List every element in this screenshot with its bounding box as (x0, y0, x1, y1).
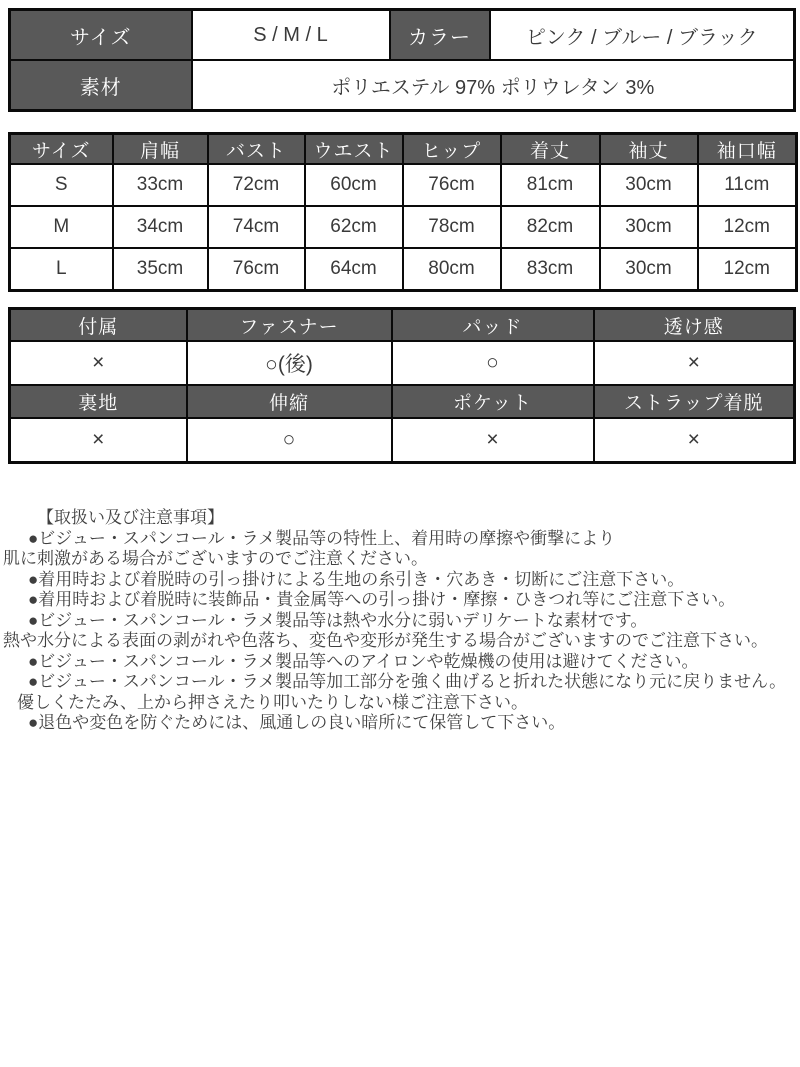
features-header-row-2 (10, 385, 795, 418)
feature-header-lining: 裏地 (10, 385, 187, 418)
feature-header-pocket: ポケット (392, 385, 594, 418)
feature-value-pad: ○ (392, 341, 594, 385)
table-cell: 30cm (600, 248, 698, 291)
note-line: ●ビジュー・スパンコール・ラメ製品等の特性上、着用時の摩擦や衝撃により (28, 528, 616, 548)
features-table (8, 307, 796, 464)
feature-value-fastener: ○(後) (187, 341, 392, 385)
table-row-m (10, 206, 797, 248)
table-cell: 12cm (698, 248, 797, 291)
col-header-shoulder: 肩幅 (113, 134, 208, 165)
note-line: 優しくたたみ、上から押さえたり叩いたりしない様ご注意下さい。 (17, 692, 529, 712)
note-line: ●着用時および着脱時に装飾品・貴金属等への引っ掛け・摩擦・ひきつれ等にご注意下さい。 (28, 590, 736, 609)
table-cell: 64cm (305, 248, 403, 291)
col-header-bust: バスト (208, 134, 305, 165)
table-cell: 62cm (305, 206, 403, 248)
note-line: 肌に刺激がある場合がございますのでご注意ください。 (3, 549, 428, 568)
size-label: サイズ (10, 10, 192, 61)
table-cell: 82cm (501, 206, 600, 248)
table-cell: 72cm (208, 164, 305, 206)
col-header-length: 着丈 (501, 134, 600, 165)
product-spec-sheet (0, 8, 800, 1067)
table-cell: 34cm (113, 206, 208, 248)
spec-row-material (10, 60, 795, 111)
features-value-row-1 (10, 341, 795, 385)
feature-header-strap: ストラップ着脱 (594, 385, 795, 418)
table-cell: 11cm (698, 164, 797, 206)
feature-value-lining: × (10, 418, 187, 463)
color-label: カラー (390, 10, 490, 61)
feature-header-fastener: ファスナー (187, 309, 392, 342)
table-cell: 60cm (305, 164, 403, 206)
feature-value-strap: × (594, 418, 795, 463)
handling-notes (0, 508, 800, 734)
feature-header-pad: パッド (392, 309, 594, 342)
feature-value-pocket: × (392, 418, 594, 463)
col-header-hip: ヒップ (403, 134, 501, 165)
feature-header-sheerness: 透け感 (594, 309, 795, 342)
features-value-row-2 (10, 418, 795, 463)
spec-table (8, 8, 796, 112)
notes-title: 【取扱い及び注意事項】 (37, 508, 224, 527)
table-cell: 30cm (600, 164, 698, 206)
col-header-cuff: 袖口幅 (698, 134, 797, 165)
table-cell: 78cm (403, 206, 501, 248)
note-line: ●着用時および着脱時の引っ掛けによる生地の糸引き・穴あき・切断にご注意下さい。 (28, 569, 685, 589)
table-cell: S (10, 164, 113, 206)
note-line: 熱や水分による表面の剥がれや色落ち、変色や変形が発生する場合がございますのでご注意下さい。 (3, 631, 768, 650)
table-cell: 35cm (113, 248, 208, 291)
size-value: S / M / L (192, 10, 390, 61)
material-label: 素材 (10, 60, 192, 111)
table-cell: 80cm (403, 248, 501, 291)
col-header-waist: ウエスト (305, 134, 403, 165)
note-line: ●ビジュー・スパンコール・ラメ製品等へのアイロンや乾燥機の使用は避けてください。 (28, 651, 699, 671)
note-line: ●ビジュー・スパンコール・ラメ製品等は熱や水分に弱いデリケートな素材です。 (28, 610, 648, 630)
material-value: ポリエステル 97% ポリウレタン 3% (192, 60, 795, 111)
spec-row-size-color (10, 10, 795, 61)
table-cell: L (10, 248, 113, 291)
table-cell: 81cm (501, 164, 600, 206)
feature-value-sheerness: × (594, 341, 795, 385)
note-line: ●ビジュー・スパンコール・ラメ製品等加工部分を強く曲げると折れた状態になり元に戻りません。 (28, 672, 787, 691)
measurements-header-row (10, 134, 797, 165)
col-header-sleeve: 袖丈 (600, 134, 698, 165)
measurements-table (8, 132, 798, 292)
feature-value-attachment: × (10, 341, 187, 385)
note-line: ●退色や変色を防ぐためには、風通しの良い暗所にて保管して下さい。 (28, 713, 566, 732)
table-cell: M (10, 206, 113, 248)
feature-header-attachment: 付属 (10, 309, 187, 342)
table-row-l (10, 248, 797, 291)
table-cell: 74cm (208, 206, 305, 248)
table-cell: 76cm (208, 248, 305, 291)
table-cell: 30cm (600, 206, 698, 248)
feature-header-stretch: 伸縮 (187, 385, 392, 418)
table-cell: 12cm (698, 206, 797, 248)
table-cell: 83cm (501, 248, 600, 291)
color-value: ピンク / ブルー / ブラック (490, 10, 795, 61)
features-header-row-1 (10, 309, 795, 342)
col-header-size: サイズ (10, 134, 113, 165)
table-row-s (10, 164, 797, 206)
table-cell: 33cm (113, 164, 208, 206)
table-cell: 76cm (403, 164, 501, 206)
feature-value-stretch: ○ (187, 418, 392, 463)
